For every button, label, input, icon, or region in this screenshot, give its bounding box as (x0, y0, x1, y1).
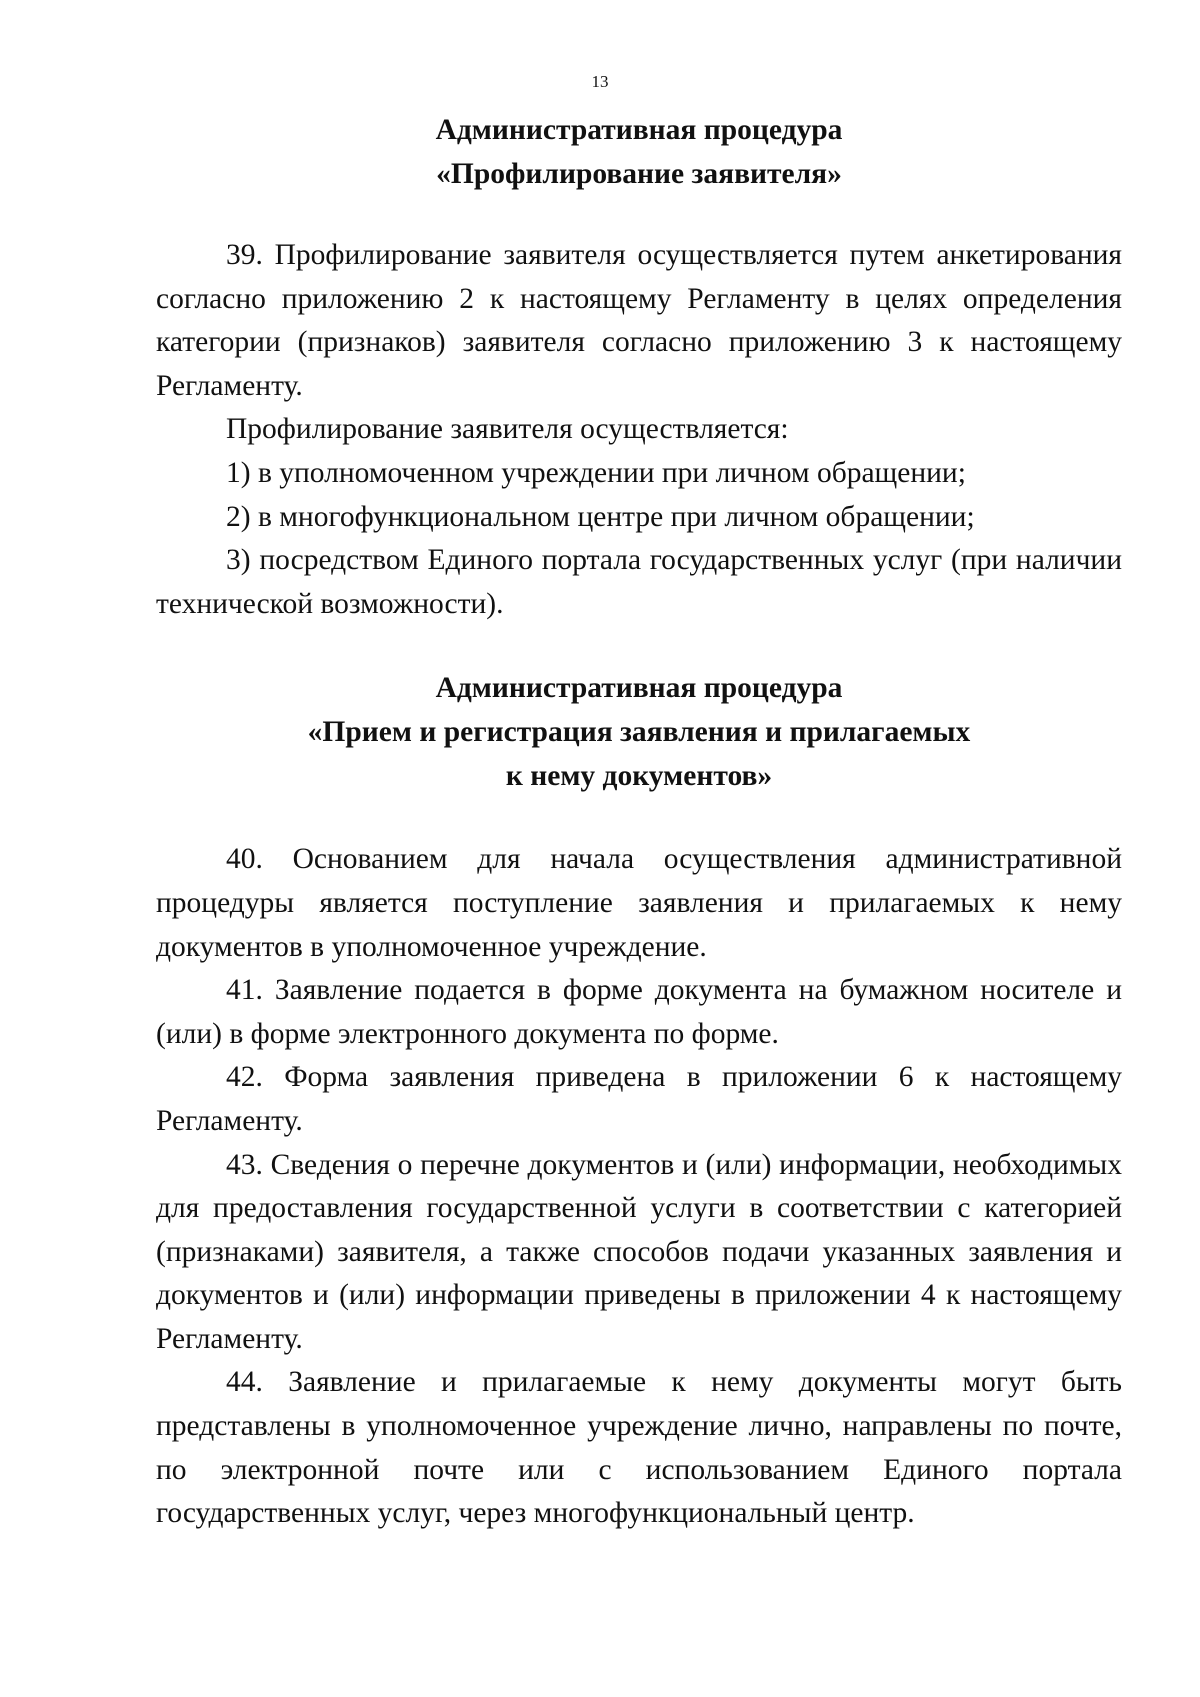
list-item-1: 1) в уполномоченном учреждении при личном обращении; (226, 456, 966, 489)
list-item-2: 2) в многофункциональном центре при личном обращении; (226, 500, 975, 533)
paragraph-39: 39. Профилирование заявителя осуществляется путем анкетирования согласно приложению 2 к настоящему Регламенту в целях определения категории (признаков) заявителя согласно приложению 3 к настоящему Регламенту. (156, 239, 1122, 402)
paragraph-44: 44. Заявление и прилагаемые к нему документы могут быть представлены в уполномоченное учреждение лично, направлены по почте, по электронной почте или с использованием Единого портала государственных услуг, через многофункциональный центр. (156, 1366, 1122, 1530)
document-body (156, 108, 1122, 1536)
paragraph-40: 40. Основанием для начала осуществления административной процедуры является поступление заявления и прилагаемых к нему документов в уполномоченное учреждение. (156, 843, 1122, 963)
heading-line: к нему документов» (505, 760, 773, 793)
paragraph-43: 43. Сведения о перечне документов и (или) информации, необходимых для предоставления государственной услуги в соответствии с категорией (признаками) заявителя, а также способов подачи указанных заявления и документов и (или) информации приведены в приложении 4 к настоящему Регламенту. (156, 1148, 1122, 1355)
paragraph-41: 41. Заявление подается в форме документа на бумажном носителе и (или) в форме электронного документа по форме. (156, 974, 1122, 1050)
list-item-3: 3) посредством Единого портала государственных услуг (при наличии технической возможности). (156, 544, 1122, 620)
heading-line: «Профилирование заявителя» (436, 158, 842, 190)
section-heading-profiling (156, 108, 1122, 196)
page-number: 13 (591, 72, 609, 91)
paragraph-42: 42. Форма заявления приведена в приложении 6 к настоящему Регламенту. (156, 1061, 1122, 1137)
heading-line: «Прием и регистрация заявления и прилагаемых (307, 716, 971, 749)
heading-line: Административная процедура (435, 672, 843, 705)
section-heading-reception (156, 666, 1122, 798)
paragraph-profiling-intro: Профилирование заявителя осуществляется: (226, 413, 789, 446)
heading-line: Административная процедура (435, 114, 843, 146)
